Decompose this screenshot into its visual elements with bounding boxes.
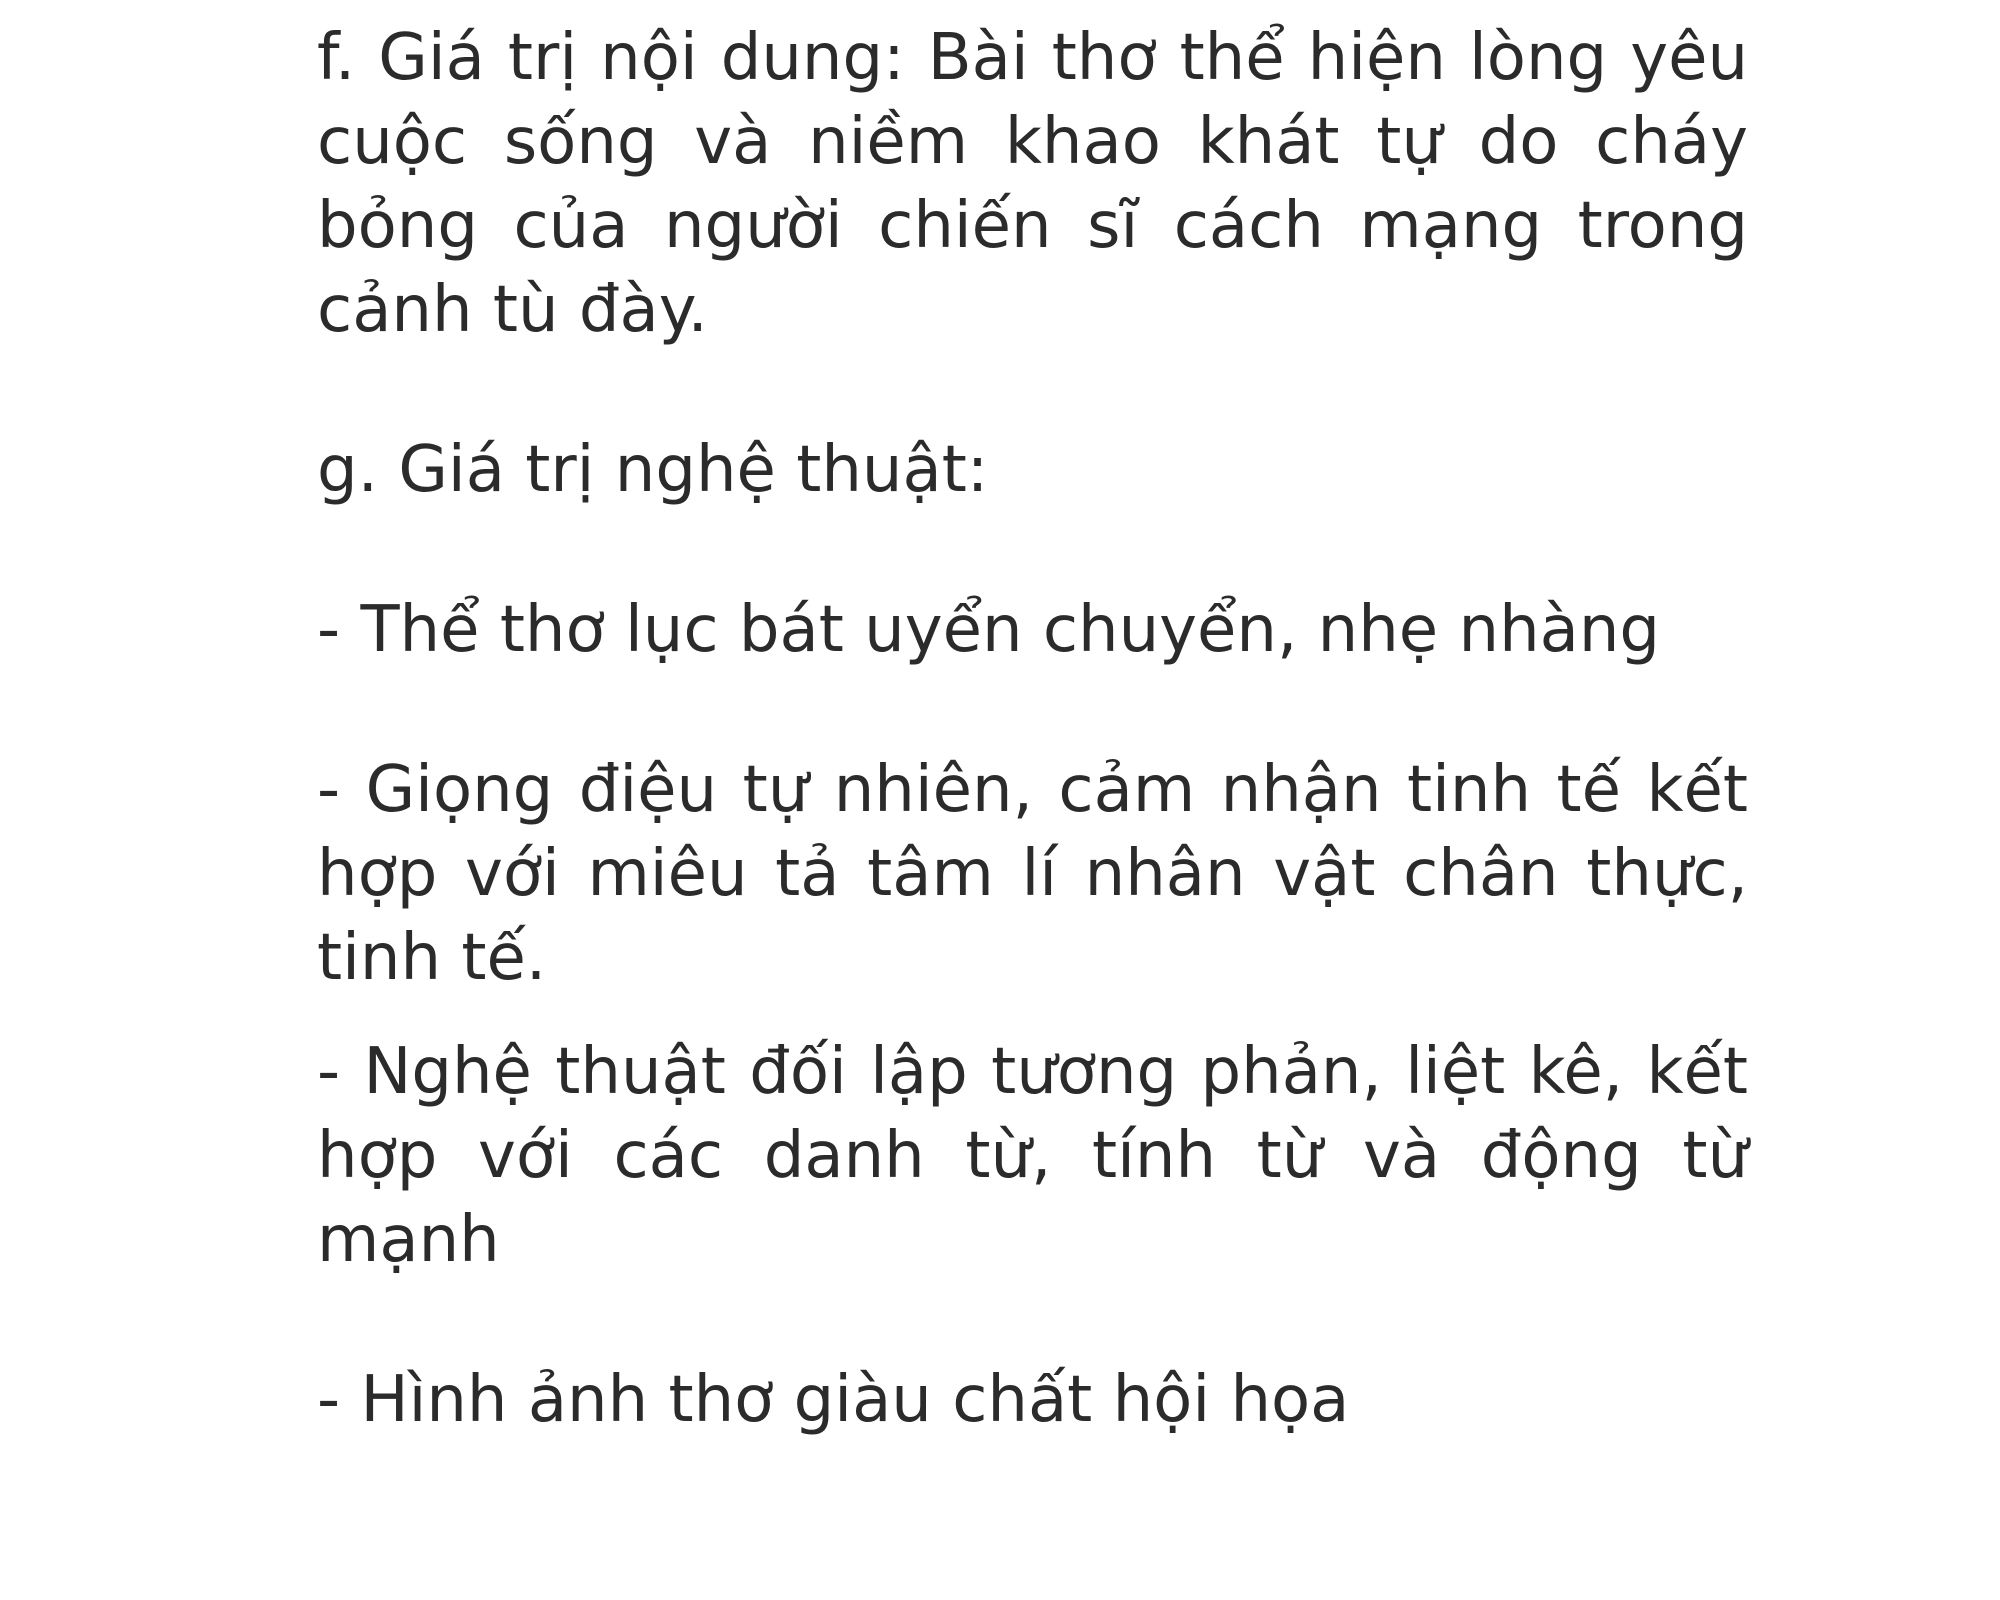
paragraph-spacer	[317, 512, 1748, 588]
paragraph-spacer	[317, 672, 1748, 748]
text-column	[317, 16, 1748, 1442]
artistic-value-heading: g. Giá trị nghệ thuật:	[317, 433, 989, 507]
artistic-item-verse-form: - Thể thơ lục bát uyển chuyển, nhẹ nhàng	[317, 593, 1661, 667]
artistic-item-tone: - Giọng điệu tự nhiên, cảm nhận tinh tế kết hợp với miêu tả tâm lí nhân vật chân thực, tinh tế.	[317, 753, 1748, 995]
paragraph-spacer	[317, 352, 1748, 428]
artistic-item-contrast: - Nghệ thuật đối lập tương phản, liệt kê, kết hợp với các danh từ, tính từ và động từ mạnh	[317, 1035, 1748, 1277]
artistic-item-imagery: - Hình ảnh thơ giàu chất hội họa	[317, 1363, 1350, 1437]
content-value-paragraph: f. Giá trị nội dung: Bài thơ thể hiện lòng yêu cuộc sống và niềm khao khát tự do cháy bỏng của người chiến sĩ cách mạng trong cảnh tù đày.	[317, 21, 1748, 347]
paragraph-spacer	[317, 1282, 1748, 1358]
paragraph-spacer	[317, 1000, 1748, 1030]
